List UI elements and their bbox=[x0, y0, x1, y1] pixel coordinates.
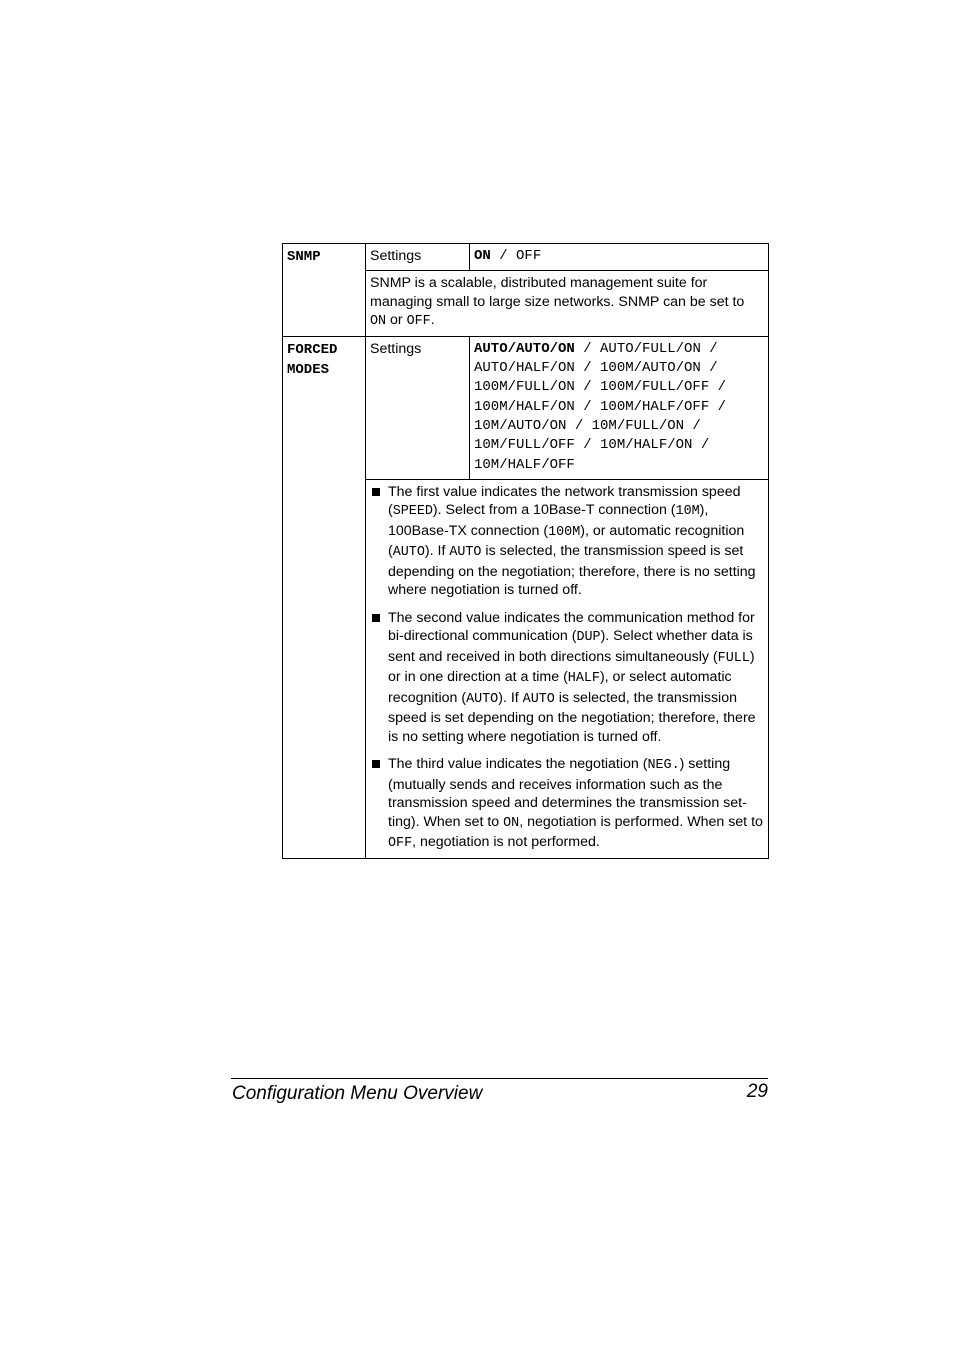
bullet-text: The first value indicates the network transmission speed ( bbox=[388, 483, 741, 519]
snmp-desc-text: SNMP is a scalable, distributed management suite for managing small to large size networks. SNMP can be set to bbox=[370, 275, 745, 310]
forced-modes-settings-label: Settings bbox=[366, 336, 470, 479]
bullet-code: HALF bbox=[567, 671, 600, 687]
bullet-code: FULL bbox=[717, 650, 750, 666]
forced-modes-description bbox=[366, 479, 769, 858]
config-menu-table bbox=[282, 243, 769, 859]
bullet-text: The second value indicates the communication method for bi-directional communication ( bbox=[388, 609, 755, 645]
snmp-other-values: OFF bbox=[516, 248, 542, 264]
square-bullet-icon bbox=[372, 760, 380, 768]
forced-modes-bullet-list bbox=[370, 483, 764, 854]
bullet-code: SPEED bbox=[392, 504, 433, 520]
snmp-desc-text: . bbox=[430, 312, 435, 329]
bullet-code: 100M bbox=[548, 524, 581, 540]
bullet-text: is selected, the transmission speed is set depending on the negotiation; therefore, there is no setting where negotiation is turned off. bbox=[388, 543, 756, 599]
bullet-text: ). If bbox=[424, 543, 450, 560]
forced-modes-settings-row bbox=[283, 336, 769, 479]
forced-modes-menu-name bbox=[283, 336, 366, 858]
bullet-text: ), 100Base-TX connection ( bbox=[388, 502, 709, 539]
snmp-value-separator: / bbox=[490, 248, 517, 264]
bullet-text: , negotiation is performed. When set to bbox=[519, 813, 763, 830]
forced-modes-name-line2: MODES bbox=[287, 361, 330, 378]
bullet-code: ON bbox=[503, 815, 520, 831]
bullet-speed bbox=[370, 483, 764, 600]
bullet-code: AUTO bbox=[522, 691, 555, 707]
bullet-duplex bbox=[370, 609, 764, 747]
square-bullet-icon bbox=[372, 488, 380, 496]
forced-modes-values bbox=[470, 336, 769, 479]
snmp-desc-text: or bbox=[386, 312, 407, 329]
bullet-code: OFF bbox=[388, 836, 413, 852]
snmp-default-value: ON bbox=[474, 248, 491, 264]
bullet-text: The third value indicates the negotiation ( bbox=[388, 756, 648, 773]
snmp-values bbox=[470, 244, 769, 271]
bullet-code: NEG. bbox=[647, 758, 680, 774]
bullet-text: is selected, the transmission speed is set depending on the negotiation; therefore, there is no setting where negotiation is turned off. bbox=[388, 689, 756, 745]
bullet-negotiation bbox=[370, 755, 764, 854]
bullet-code: AUTO bbox=[392, 545, 425, 561]
snmp-desc-code-on: ON bbox=[370, 314, 387, 330]
bullet-text: , negotiation is not performed. bbox=[412, 834, 600, 851]
square-bullet-icon bbox=[372, 614, 380, 622]
bullet-text: ), or automatic recognition ( bbox=[388, 522, 745, 560]
bullet-text: ) setting (mutually sends and receives information such as the transmission speed and determines the transmission set-ting). When set to bbox=[388, 756, 747, 830]
forced-modes-name-line1: FORCED bbox=[287, 341, 338, 358]
bullet-code: AUTO bbox=[449, 545, 482, 561]
snmp-description bbox=[366, 271, 769, 337]
snmp-desc-code-off: OFF bbox=[406, 314, 431, 330]
snmp-name: SNMP bbox=[287, 249, 321, 265]
bullet-code: DUP bbox=[576, 630, 601, 646]
bullet-text: ). Select whether data is sent and received in both directions simultaneously ( bbox=[388, 628, 753, 665]
bullet-text: ). If bbox=[498, 689, 523, 706]
bullet-code: AUTO bbox=[466, 691, 499, 707]
snmp-settings-row bbox=[283, 244, 769, 271]
bullet-text: ) or in one direction at a time ( bbox=[388, 648, 755, 686]
bullet-text: ), or select automatic recognition ( bbox=[388, 669, 732, 706]
page-number: 29 bbox=[746, 1081, 768, 1102]
bullet-code: 10M bbox=[675, 504, 700, 520]
snmp-menu-name bbox=[283, 244, 366, 337]
snmp-settings-label: Settings bbox=[366, 244, 470, 271]
forced-modes-default-value: AUTO/AUTO/ON bbox=[474, 340, 575, 357]
footer-title: Configuration Menu Overview bbox=[232, 1083, 483, 1104]
bullet-text: ). Select from a 10Base-T connection ( bbox=[432, 502, 676, 519]
forced-modes-other-values: / AUTO/FULL/ON / AUTO/HALF/ON / 100M/AUTO/ON / 100M/FULL/ON / 100M/FULL/OFF / 100M/HALF/ON / 100M/HALF/OFF / 10M/AUTO/ON / 10M/FULL/ON / 10M/FULL/OFF / 10M/HALF/ON / 10M/HALF/OFF bbox=[474, 340, 727, 473]
footer-divider bbox=[231, 1078, 768, 1079]
